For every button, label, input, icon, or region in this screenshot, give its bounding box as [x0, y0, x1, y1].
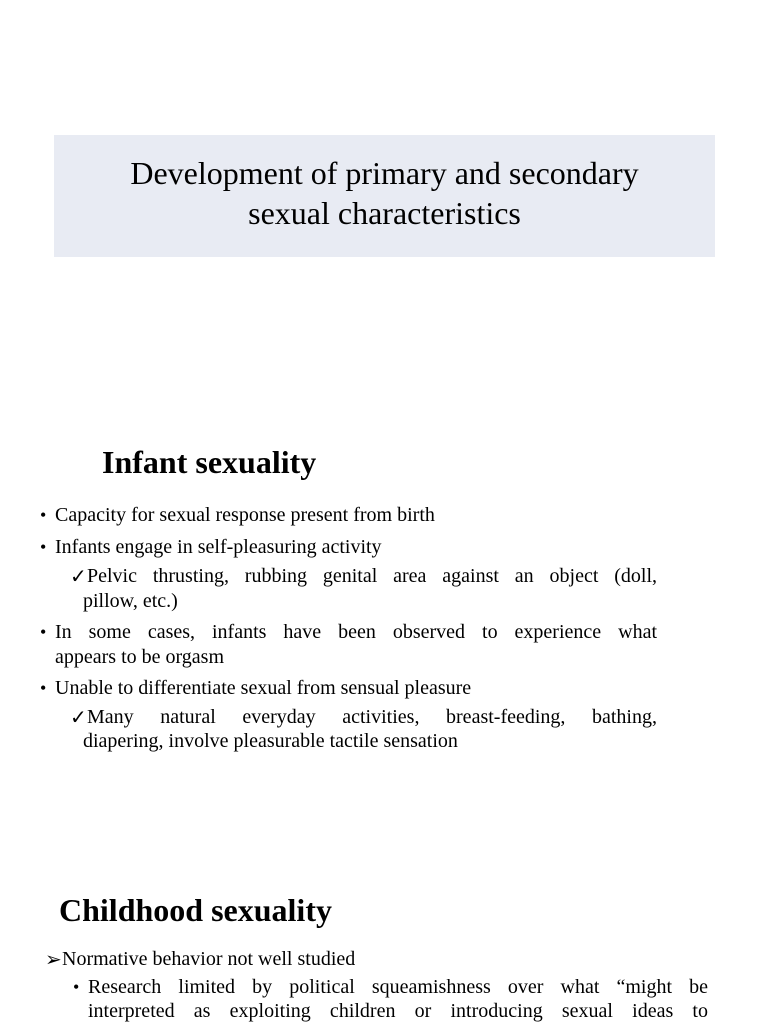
title-line-2: sexual characteristics: [248, 195, 521, 231]
infant-subline-1: Pelvic thrusting, rubbing genital area against an object (doll,: [87, 565, 657, 587]
bullet-icon: •: [40, 537, 47, 557]
childhood-line-3: interpreted as exploiting children or introducing sexual ideas to: [88, 1000, 708, 1022]
bullet-icon: •: [40, 505, 47, 525]
bullet-icon: •: [40, 678, 47, 698]
infant-line-3-cont: appears to be orgasm: [55, 646, 225, 668]
arrow-bullet-icon: ➢: [45, 947, 62, 971]
bullet-icon: •: [73, 977, 80, 997]
childhood-heading: Childhood sexuality: [59, 892, 332, 928]
childhood-line-1: Normative behavior not well studied: [62, 948, 356, 970]
infant-line-1: Capacity for sexual response present from birth: [55, 504, 435, 526]
infant-subline-2: Many natural everyday activities, breast-feeding, bathing,: [87, 706, 657, 728]
title-line-1: Development of primary and secondary: [130, 155, 639, 191]
check-icon: ✓: [70, 705, 87, 729]
infant-line-3: In some cases, infants have been observed to experience what: [55, 621, 657, 643]
infant-heading: Infant sexuality: [102, 444, 317, 480]
infant-subline-1-cont: pillow, etc.): [83, 590, 178, 612]
infant-line-2: Infants engage in self-pleasuring activity: [55, 536, 382, 558]
infant-line-4: Unable to differentiate sexual from sensual pleasure: [55, 677, 472, 699]
title-box: [54, 135, 715, 257]
bullet-icon: •: [40, 622, 47, 642]
check-icon: ✓: [70, 564, 87, 588]
childhood-line-2: Research limited by political squeamishness over what “might be: [88, 976, 708, 998]
infant-subline-2-cont: diapering, involve pleasurable tactile sensation: [83, 730, 458, 752]
